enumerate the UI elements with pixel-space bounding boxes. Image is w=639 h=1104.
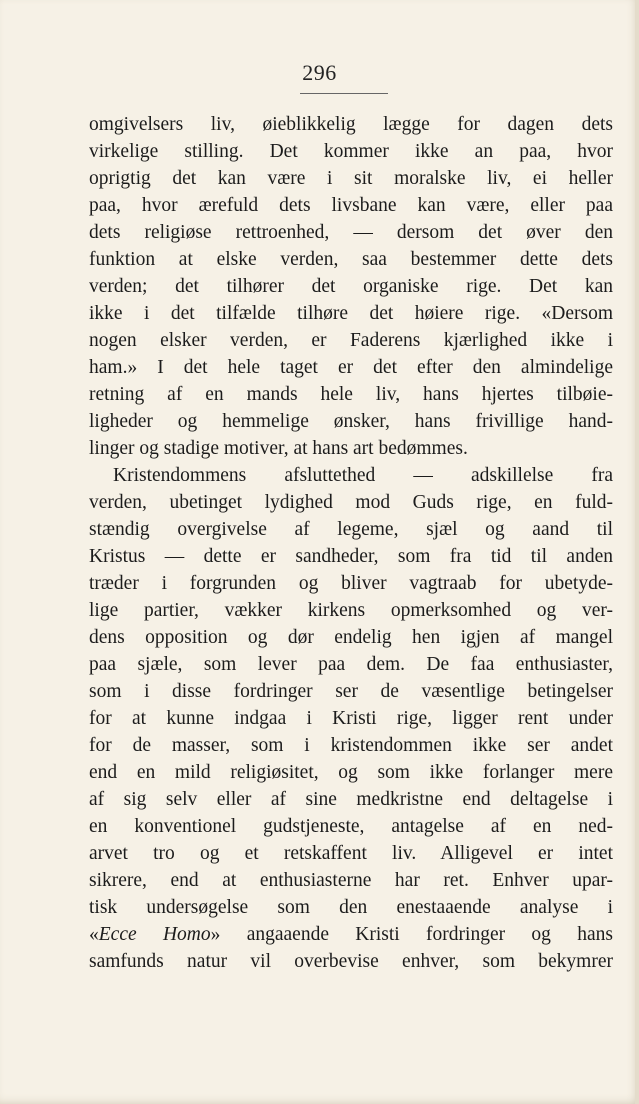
- text-line: paa sjæle, som lever paa dem. De faa enthusiaster,: [89, 654, 613, 675]
- text-line: træder i forgrunden og bliver vagtraab for ubetyde-: [89, 573, 613, 594]
- text-line: sikrere, end at enthusiasterne har ret. Enhver upar-: [89, 870, 613, 891]
- text-line: lige partier, vækker kirkens opmerksomhed og ver-: [89, 600, 613, 621]
- line-remainder: angaaende Kristi fordringer og hans: [220, 924, 613, 945]
- text-line: retning af en mands hele liv, hans hjertes tilbøie-: [89, 384, 613, 405]
- page-edge: [635, 0, 639, 1104]
- text-line: en konventionel gudstjeneste, antagelse af en ned-: [89, 816, 613, 837]
- text-line: for at kunne indgaa i Kristi rige, ligger rent under: [89, 708, 613, 729]
- text-line: omgivelsers liv, øieblikkelig lægge for dagen dets: [89, 114, 613, 135]
- text-line-ecce-homo: [89, 921, 613, 948]
- body-text: [89, 111, 613, 975]
- text-line: dets religiøse rettroenhed, — dersom det øver den: [89, 222, 613, 243]
- text-line: som i disse fordringer ser de væsentlige betingelser: [89, 681, 613, 702]
- text-line: Kristendommens afsluttethed — adskillelse fra: [113, 465, 613, 486]
- text-line: end en mild religiøsitet, og som ikke forlanger mere: [89, 762, 613, 783]
- open-quote: «: [89, 924, 99, 945]
- page-number-rule: [300, 93, 388, 94]
- text-line: for de masser, som i kristendommen ikke ser andet: [89, 735, 613, 756]
- book-title-ecce-homo: Ecce Homo: [98, 924, 211, 945]
- text-line: virkelige stilling. Det kommer ikke an paa, hvor: [89, 141, 613, 162]
- text-line: nogen elsker verden, er Faderens kjærlighed ikke i: [89, 330, 613, 351]
- text-line: ligheder og hemmelige ønsker, hans frivillige hand-: [89, 411, 613, 432]
- text-line: ham.» I det hele taget er det efter den almindelige: [89, 357, 613, 378]
- text-line: oprigtig det kan være i sit moralske liv, ei heller: [89, 168, 613, 189]
- text-line: verden; det tilhører det organiske rige. Det kan: [89, 276, 613, 297]
- text-line: paa, hvor ærefuld dets livsbane kan være, eller paa: [89, 195, 613, 216]
- text-line: samfunds natur vil overbevise enhver, som bekymrer: [89, 951, 613, 972]
- text-line: af sig selv eller af sine medkristne end deltagelse i: [89, 789, 613, 810]
- text-line: dens opposition og dør endelig hen igjen af mangel: [89, 627, 613, 648]
- text-line: Kristus — dette er sandheder, som fra tid til anden: [89, 546, 613, 567]
- text-line: verden, ubetinget lydighed mod Guds rige, en fuld-: [89, 492, 613, 513]
- text-line: ikke i det tilfælde tilhøre det høiere rige. «Dersom: [89, 303, 613, 324]
- text-line: tisk undersøgelse som den enestaaende analyse i: [89, 897, 613, 918]
- page-number: 296: [302, 60, 337, 85]
- text-line: funktion at elske verden, saa bestemmer dette dets: [89, 249, 613, 270]
- paragraph-2: [89, 462, 613, 975]
- text-line: arvet tro og et retskaffent liv. Alligevel er intet: [89, 843, 613, 864]
- text-line: stændig overgivelse af legeme, sjæl og aand til: [89, 519, 613, 540]
- paragraph-1: [89, 111, 613, 462]
- text-line: linger og stadige motiver, at hans art bedømmes.: [89, 438, 468, 459]
- close-quote: »: [210, 924, 221, 945]
